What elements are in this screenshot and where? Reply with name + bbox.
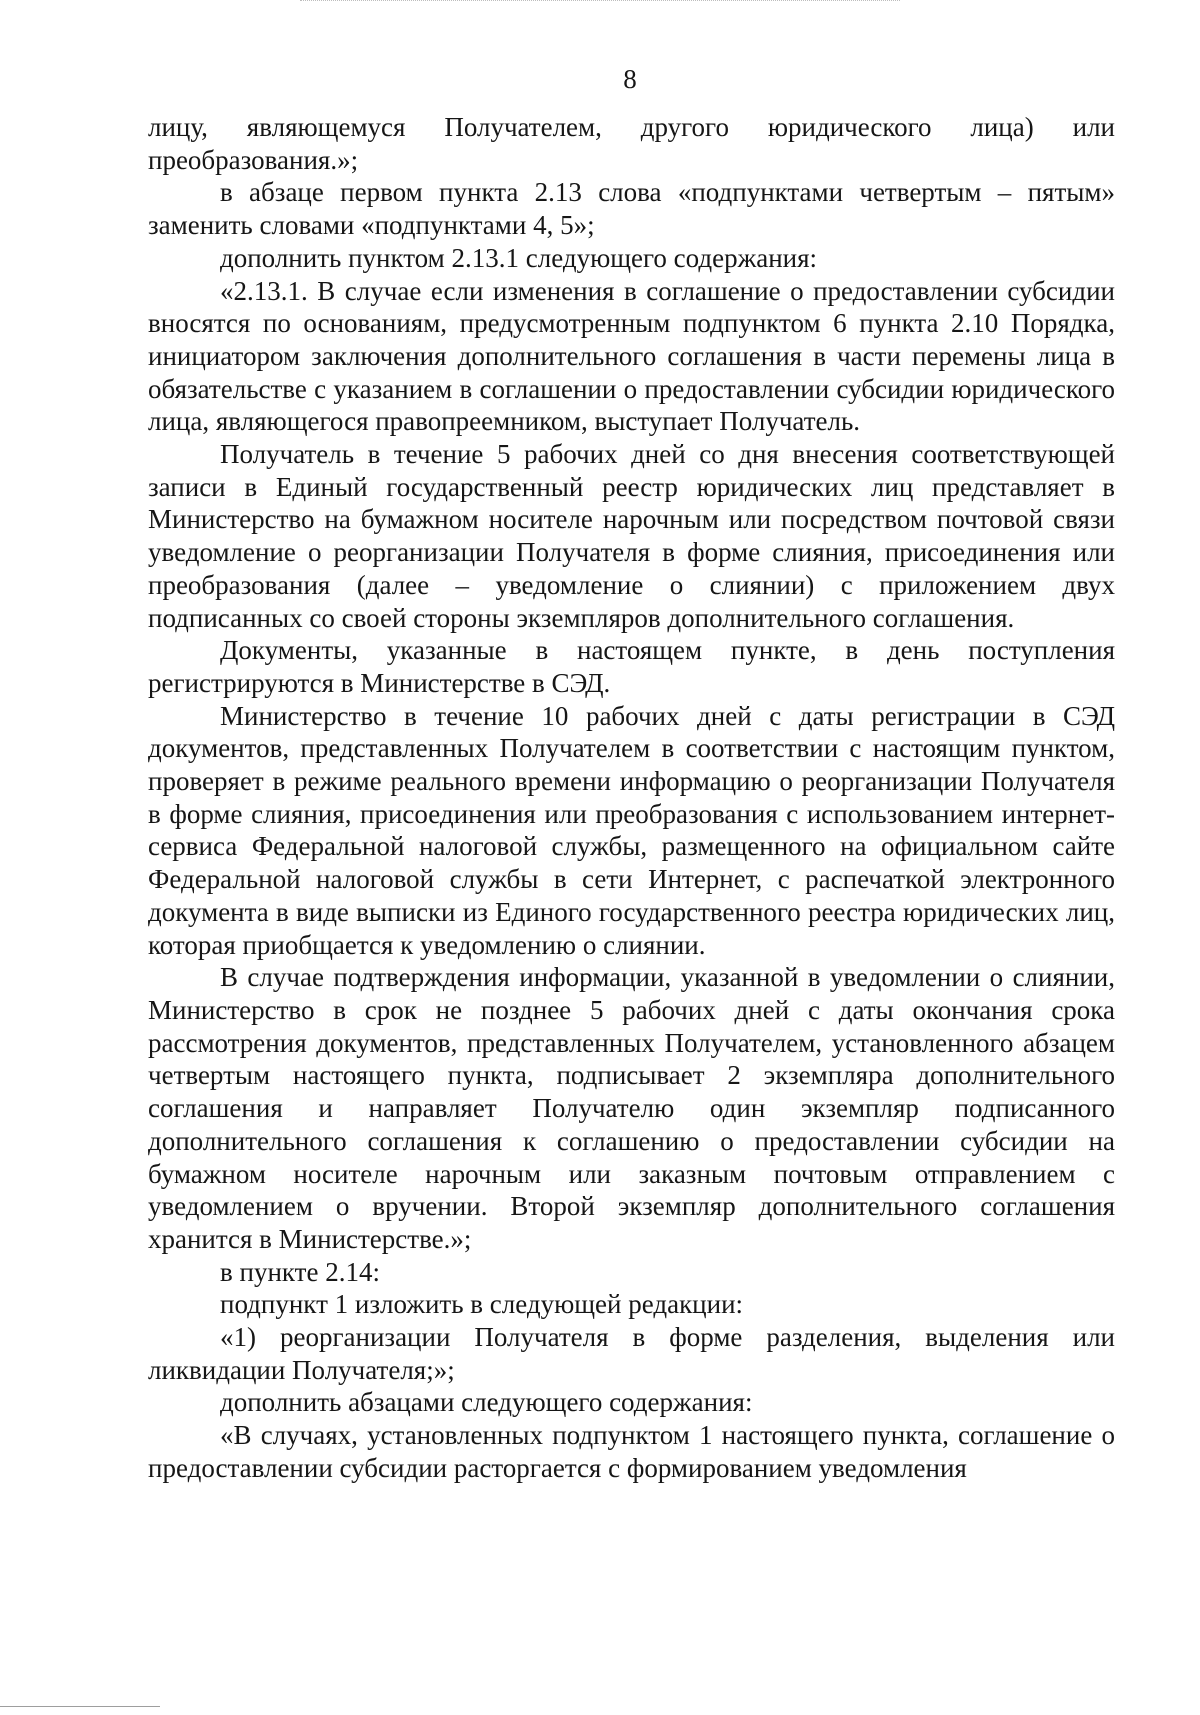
paragraph: «2.13.1. В случае если изменения в соглашение о предоставлении субсидии вносятся по основаниям, предусмотренным подпунктом 6 пункта 2.10 Порядка, инициатором заключения дополнительного соглашения в части перемены лица в обязательстве с указанием в соглашении о предоставлении субсидии юридического лица, являющегося правопреемником, выступает Получатель. [148, 275, 1115, 437]
document-body [148, 111, 1115, 1485]
scan-edge-bottom [0, 1706, 160, 1709]
paragraph: В случае подтверждения информации, указанной в уведомлении о слиянии, Министерство в срок не позднее 5 рабочих дней с даты окончания срока рассмотрения документов, представленных Получателем, установленного абзацем четвертым настоящего пункта, подписывает 2 экземпляра дополнительного соглашения и направляет Получателю один экземпляр подписанного дополнительного соглашения к соглашению о предоставлении субсидии на бумажном носителе нарочным или заказным почтовым отправлением с уведомлением о вручении. Второй экземпляр дополнительного соглашения хранится в Министерстве.»; [148, 962, 1115, 1254]
paragraph: Министерство в течение 10 рабочих дней с даты регистрации в СЭД документов, представленных Получателем в соответствии с настоящим пунктом, проверяет в режиме реального времени информацию о реорганизации Получателя в форме слияния, присоединения или преобразования с использованием интернет-сервиса Федеральной налоговой службы, размещенного на официальном сайте Федеральной налоговой службы в сети Интернет, с распечаткой электронного документа в виде выписки из Единого государственного реестра юридических лиц, которая приобщается к уведомлению о слиянии. [148, 700, 1115, 960]
paragraph: дополнить абзацами следующего содержания: [220, 1387, 753, 1418]
paragraph: дополнить пунктом 2.13.1 следующего содержания: [220, 242, 818, 273]
paragraph: в пункте 2.14: [220, 1256, 380, 1287]
paragraph: в абзаце первом пункта 2.13 слова «подпунктами четвертым – пятым» заменить словами «подпунктами 4, 5»; [148, 177, 1115, 241]
page-number: 8 [623, 64, 637, 94]
paragraph: «В случаях, установленных подпунктом 1 настоящего пункта, соглашение о предоставлении субсидии расторгается с формированием уведомления [148, 1420, 1115, 1483]
paragraph: Документы, указанные в настоящем пункте, в день поступления регистрируются в Министерстве в СЭД. [148, 635, 1115, 698]
paragraph: подпункт 1 изложить в следующей редакции: [220, 1289, 744, 1320]
paragraph: лицу, являющемуся Получателем, другого юридического лица) или преобразования.»; [148, 112, 1115, 175]
scan-edge-top [300, 0, 900, 3]
paragraph: «1) реорганизации Получателя в форме разделения, выделения или ликвидации Получателя;»; [148, 1322, 1115, 1385]
paragraph: Получатель в течение 5 рабочих дней со дня внесения соответствующей записи в Единый государственный реестр юридических лиц представляет в Министерство на бумажном носителе нарочным или посредством почтовой связи уведомление о реорганизации Получателя в форме слияния, присоединения или преобразования (далее – уведомление о слиянии) с приложением двух подписанных со своей стороны экземпляров дополнительного соглашения. [148, 439, 1115, 633]
